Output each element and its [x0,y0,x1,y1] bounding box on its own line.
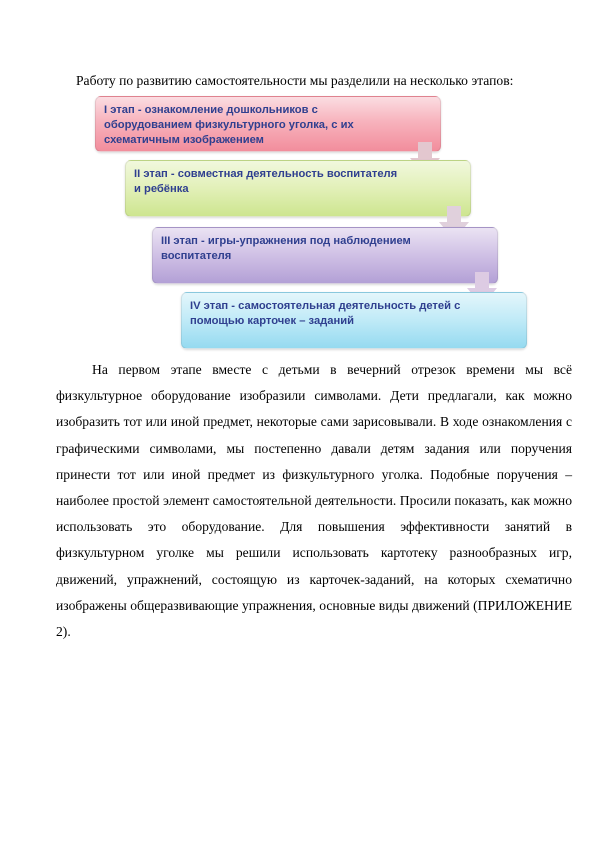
stage-4-line-1: IV этап - самостоятельная деятельность детей с [190,300,461,312]
stage-3-line-2: воспитателя [161,250,232,262]
stage-4-box [181,292,527,349]
stage-4-line-2: помощью карточек – заданий [190,315,355,327]
stage-1-box [95,96,441,152]
stage-3-line-1: III этап - игры-упражнения под наблюдением [161,235,411,247]
stage-2-box [125,160,471,217]
intro-text: Работу по развитию самостоятельности мы разделили на несколько этапов: [76,73,514,88]
stage-1-line-1: I этап - ознакомление дошкольников с [104,104,318,116]
stage-1-line-3: схематичным изображением [104,134,264,146]
stage-2-line-1: II этап - совместная деятельность воспитателя [134,168,398,180]
stage-1-line-2: оборудованием физкультурного уголка, с их [104,119,354,131]
body-paragraph-text: На первом этапе вместе с детьми в вечерний отрезок времени мы всё физкультурное оборудование изобразили символами. Дети предлагали, как можно изобразить тот или иной предмет, некоторые сами зарисовывали. В ходе ознакомления с графическими символами, мы постепенно давали детям задания или поручения принести тот или иной предмет из физкультурного уголка. Подобные поручения – наиболее простой элемент самостоятельной деятельности. Просили показать, как можно использовать это оборудование. Для повышения эффективности занятий в физкультурном уголке мы решили использовать картотеку разнообразных игр, движений, упражнений, состоящую из карточек-заданий, на которых схематично изображены общеразвивающие упражнения, основные виды движений (ПРИЛОЖЕНИЕ 2). [56,362,572,640]
stage-3-box [152,227,498,284]
stage-2-line-2: и ребёнка [134,183,189,195]
body-paragraph [56,357,572,645]
